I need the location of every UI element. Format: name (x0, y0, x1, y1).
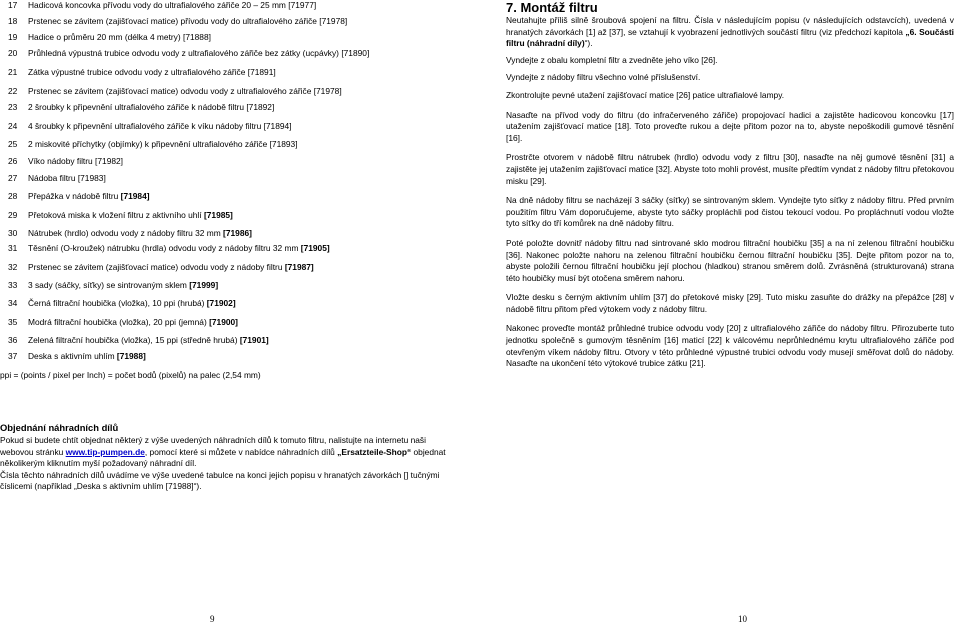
part-code: [71901] (239, 335, 269, 345)
part-code: [71890] (341, 48, 370, 58)
part-description: Zelená filtrační houbička (vložka), 15 ppi (středně hrubá) (28, 335, 240, 345)
spare-text-2: , pomocí které si můžete v nabídce náhradních dílů (144, 446, 338, 457)
part-number: 32 (8, 262, 18, 272)
part-code: [71978] (313, 86, 342, 96)
part-code: [71986] (223, 228, 252, 238)
part-code: [71999] (189, 280, 219, 290)
part-code: [71984] (120, 191, 150, 201)
assembly-step: Prostrčte otvorem v nádobě filtru nátrubek (hrdlo) odvodu vody z filtru [30], nasaďte na něj gumové těsnění [31] a zajistěte jej utažením zajišťovací matice [32]. Abyste toto mohli provést, musíte předtím vyndat z nádoby filtru přetokovou misku [29]. (506, 152, 954, 186)
part-number: 27 (8, 173, 18, 183)
part-number: 36 (8, 335, 18, 345)
part-number: 35 (8, 317, 18, 327)
part-item (0, 0, 316, 10)
part-code: [71894] (263, 121, 292, 131)
part-number: 23 (8, 102, 18, 112)
part-description: Deska s aktivním uhlím (28, 351, 117, 361)
part-code: [71983] (77, 173, 106, 183)
part-number: 28 (8, 191, 18, 201)
assembly-step: Vyndejte z obalu kompletní filtr a zvedněte jeho víko [26]. (506, 54, 718, 65)
assembly-step: Zkontrolujte pevné utažení zajišťovací matice [26] patice ultrafialové lampy. (506, 89, 785, 100)
right-column (506, 0, 954, 378)
part-description: Těsnění (O-kroužek) nátrubku (hrdla) odvodu vody z nádoby filtru 32 mm (28, 243, 301, 253)
part-item (0, 121, 292, 131)
part-number: 30 (8, 228, 18, 238)
part-item (0, 32, 211, 42)
assembly-step: Vložte desku s černým aktivním uhlím [37] do přetokové misky [29]. Tuto misku zasuňte do drážky na přepážce [28] v nádobě filtru přitom před výtokem vody z nádoby filtru. (506, 292, 954, 314)
part-description: Zátka výpustné trubice odvodu vody z ultrafialového zářiče (28, 67, 248, 77)
part-item (0, 173, 106, 183)
part-item (0, 102, 274, 112)
page-number-right: 10 (738, 614, 747, 624)
part-number: 33 (8, 280, 18, 290)
part-item (0, 351, 146, 361)
page-number-left: 9 (210, 614, 215, 624)
part-code: [71982] (95, 156, 123, 166)
part-description: Hadicová koncovka přívodu vody do ultrafialového zářiče 20 – 25 mm (28, 0, 289, 10)
part-description: Hadice o průměru 20 mm (délka 4 metry) (28, 32, 183, 42)
part-code: [71892] (246, 102, 275, 112)
part-code: [71902] (206, 298, 236, 308)
part-number: 31 (8, 243, 18, 253)
section-title: 7. Montáž filtru (506, 0, 598, 15)
part-number: 34 (8, 298, 18, 308)
spare-parts-paragraph (0, 435, 450, 470)
spare-parts-section (0, 422, 450, 493)
part-item (0, 139, 298, 149)
part-item (0, 67, 276, 77)
part-number: 18 (8, 16, 18, 26)
assembly-step: Nakonec proveďte montáž průhledné trubice odvodu vody [20] z ultrafialového zářiče do nádoby filtru. Přirozuberte tuto jednotku společně s gumovým těsněním [16] maticí [22] k válcovému neprůhlednému krytu ultrafialového zářiče pod otevřeným víkem nádoby filtru. Otvory v této průhledné výpustné trubici odvodu vody musejí směřovat dolů do nádoby. Nasaďte na ukončení této výtokové trubice zátku [21]. (506, 323, 954, 369)
part-description: 2 šroubky k připevnění ultrafialového zářiče k nádobě filtru (28, 102, 247, 112)
part-item (0, 298, 236, 308)
shop-name: „Ersatzteile-Shop“ (337, 446, 412, 457)
part-description: 3 sady (sáčky, síťky) se sintrovaným sklem (28, 280, 190, 290)
part-item (0, 317, 238, 327)
intro-text: Neutahujte příliš silně šroubová spojení na filtru. Čísla v následujícím popisu (v následujících odstavcích), uvedená v hranatých závorkách [1] až [37], se vztahují k vyobrazení jednotlivých součástí filtru (viz předchozí kapitola (506, 15, 954, 37)
part-code: [71888] (183, 32, 211, 42)
shop-link[interactable]: www.tip-pumpen.de (65, 446, 145, 457)
part-number: 37 (8, 351, 18, 361)
part-item (0, 335, 269, 345)
part-description: Černá filtrační houbička (vložka), 10 ppi (hrubá) (28, 298, 207, 308)
part-description: Víko nádoby filtru (28, 156, 96, 166)
part-description: Prstenec se závitem (zajišťovací matice) odvodu vody z ultrafialového zářiče (28, 86, 314, 96)
part-number: 22 (8, 86, 18, 96)
part-item (0, 48, 369, 58)
part-number: 26 (8, 156, 18, 166)
part-code: [71977] (288, 0, 317, 10)
part-description: Přepážka v nádobě filtru (28, 191, 121, 201)
part-description: 2 miskovité příchytky (objímky) k připevnění ultrafialového zářiče (28, 139, 270, 149)
part-item (0, 243, 330, 253)
part-number: 17 (8, 0, 18, 10)
part-item (0, 191, 150, 201)
part-description: Prstenec se závitem (zajišťovací matice) odvodu vody z nádoby filtru (28, 262, 285, 272)
spare-parts-note: Čísla těchto náhradních dílů uvádíme ve výše uvedené tabulce na konci jejich popisu v hranatých závorkách [] tučnými číslicemi (například „Deska s aktivním uhlím [71988]“). (0, 469, 440, 492)
part-code: [71978] (319, 16, 348, 26)
part-item (0, 86, 342, 96)
part-item (0, 280, 218, 290)
intro-paragraph (506, 15, 954, 50)
part-number: 25 (8, 139, 18, 149)
part-item (0, 210, 233, 220)
assembly-step: Na dně nádoby filtru se nacházejí 3 sáčky (síťky) se sintrovaným sklem. Vyndejte tyto síťky z nádoby filtru. Před prvním použitím filtru Vám doporučujeme, abyste tyto sáčky propláchli pod čistou tekoucí vodou. Po propláchnutí vodou vložte tyto síťky do tří komůrek na dně nádoby filtru. (506, 195, 954, 229)
part-code: [71988] (116, 351, 146, 361)
spare-text-3: objednat několikerým kliknutím myší požadovaný náhradní díl. (0, 446, 446, 469)
intro-end: “). (584, 38, 593, 49)
part-code: [71893] (269, 139, 298, 149)
intro-bold: „6. Součásti filtru (náhradní díly) (506, 26, 954, 49)
part-number: 21 (8, 67, 18, 77)
part-item (0, 228, 252, 238)
part-description: Prstenec se závitem (zajišťovací matice) přívodu vody do ultrafialového zářiče (28, 16, 320, 26)
assembly-step: Nasaďte na přívod vody do filtru (do infračerveného zářiče) propojovací hadici a zajistěte hadicovou koncovku [17] utažením zajišťovací matice [18]. Toto proveďte rukou a dejte přitom pozor na to, abyste nepoškodili gumové těsnění [16]. (506, 109, 954, 143)
assembly-step: Vyndejte z nádoby filtru všechno volné příslušenství. (506, 72, 701, 83)
part-number: 19 (8, 32, 18, 42)
part-code: [71985] (203, 210, 233, 220)
spare-text-1: Pokud si budete chtít objednat některý z výše uvedených náhradních dílů k tomuto filtru, nalistujte na internetu naši webovou stránku (0, 435, 426, 457)
assembly-step: Poté položte dovnitř nádoby filtru nad sintrované sklo modrou filtrační houbičku [35] a na ní zelenou filtrační houbičku [36]. Nakonec položte nahoru na zelenou filtrační houbičku černou filtrační houbičku [35]. Dejte přitom pozor na to, abyste položili černou filtrační houbičku její plochou (hladkou) stranou směrem dolů. Zvrásněná (strukturovaná) strana této houbičky musí být otočena směrem nahoru. (506, 237, 954, 283)
part-item (0, 262, 314, 272)
part-item (0, 16, 347, 26)
part-code: [71900] (209, 317, 238, 327)
part-number: 29 (8, 210, 18, 220)
part-description: Přetoková miska k vložení filtru z aktivního uhlí (28, 210, 204, 220)
part-code: [71891] (247, 67, 276, 77)
spare-parts-heading: Objednání náhradních dílů (0, 422, 119, 433)
part-item (0, 156, 123, 166)
part-description: Nátrubek (hrdlo) odvodu vody z nádoby filtru 32 mm (28, 228, 224, 238)
part-number: 24 (8, 121, 18, 131)
part-code: [71987] (284, 262, 314, 272)
part-description: Nádoba filtru (28, 173, 78, 183)
ppi-note: ppi = (points / pixel per Inch) = počet bodů (pixelů) na palec (2,54 mm) (0, 370, 261, 380)
part-description: Modrá filtrační houbička (vložka), 20 ppi (jemná) (28, 317, 210, 327)
assembly-steps (506, 15, 954, 370)
part-description: Průhledná výpustná trubice odvodu vody z ultrafialového zářiče bez zátky (ucpávky) (28, 48, 342, 58)
part-code: [71905] (300, 243, 330, 253)
part-number: 20 (8, 48, 18, 58)
part-description: 4 šroubky k připevnění ultrafialového zářiče k víku nádoby filtru (28, 121, 264, 131)
